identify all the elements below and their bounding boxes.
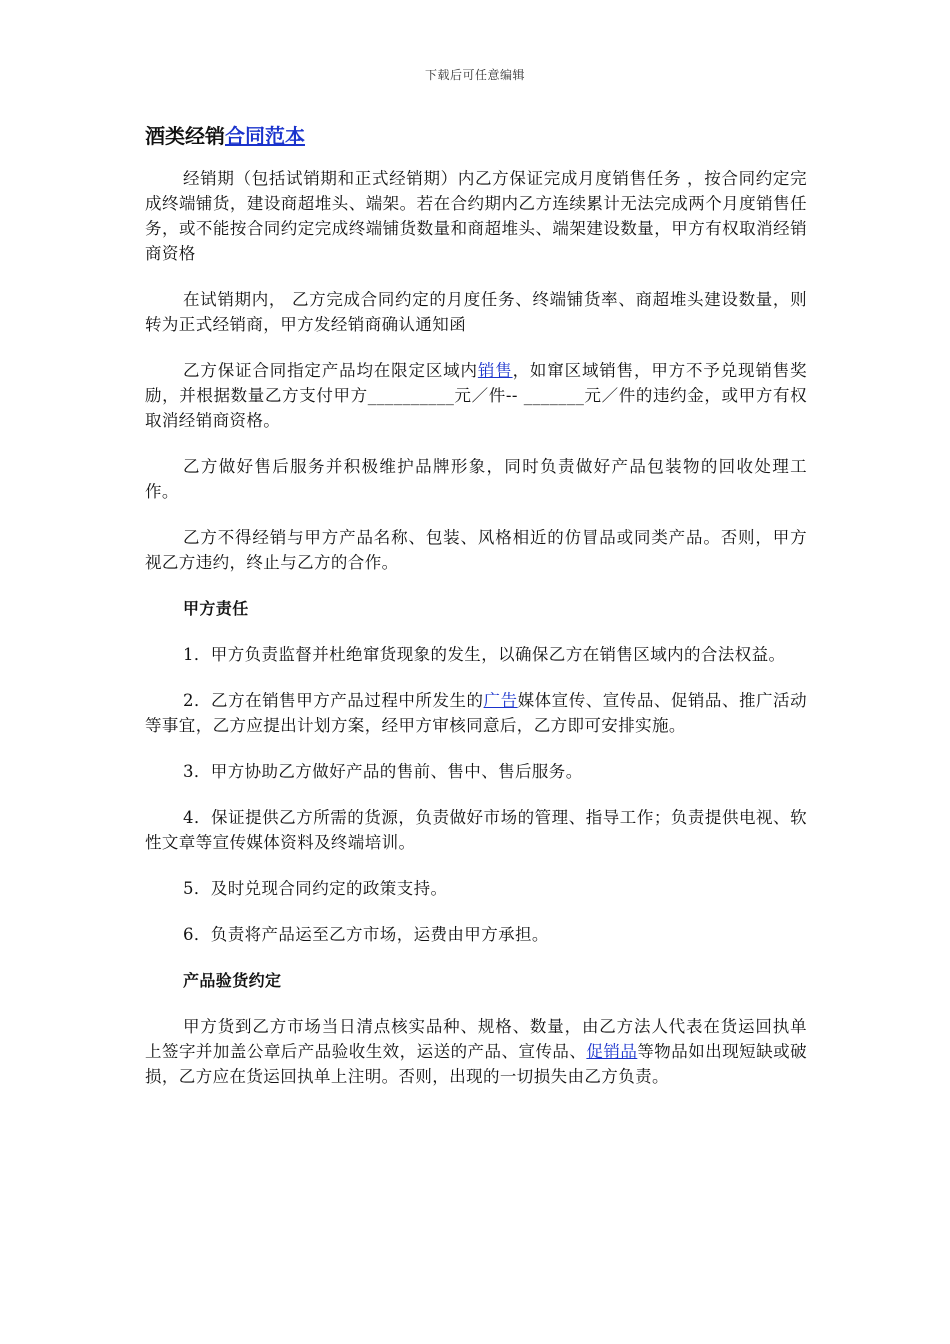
promo-items-link[interactable]: 促销品 <box>586 1042 638 1061</box>
advertising-link[interactable]: 广告 <box>483 691 518 710</box>
list-item-2 <box>145 688 807 738</box>
title-text: 酒类经销 <box>145 124 225 148</box>
paragraph-after-sales: 乙方做好售后服务并积极维护品牌形象，同时负责做好产品包装物的回收处理工作。 <box>145 457 807 501</box>
paragraph-text: 2．乙方在销售甲方产品过程中所发生的 <box>183 691 484 710</box>
list-item-6: 6．负责将产品运至乙方市场，运费由甲方承担。 <box>183 925 549 944</box>
paragraph-text: 媒体宣传、宣传品、促销品、推广活动等事宜，乙方应提出计划方案，经甲方审核同意后，乙方即可安排实施。 <box>145 691 807 735</box>
paragraph-text: 甲方货到乙方市场当日清点核实品种、规格、数量，由乙方法人代表在货运回执单上签字并加盖公章后产品验收生效，运送的产品、宣传品、 <box>145 1017 807 1061</box>
section-heading-party-a-duties: 甲方责任 <box>183 599 249 618</box>
paragraph-inspection <box>145 1014 807 1089</box>
paragraph-regional-sales <box>145 358 807 433</box>
paragraph-text: 乙方保证合同指定产品均在限定区域内 <box>183 361 478 380</box>
list-item-5: 5．及时兑现合同约定的政策支持。 <box>183 879 448 898</box>
list-item-1: 1．甲方负责监督并杜绝窜货现象的发生，以确保乙方在销售区域内的合法权益。 <box>183 645 786 664</box>
header-note: 下载后可任意编辑 <box>424 68 525 82</box>
section-heading-inspection: 产品验货约定 <box>183 971 282 990</box>
paragraph-trial-period: 在试销期内， 乙方完成合同约定的月度任务、终端铺货率、商超堆头建设数量，则转为正式经销商，甲方发经销商确认通知函 <box>145 290 807 334</box>
list-item-3: 3．甲方协助乙方做好产品的售前、售中、售后服务。 <box>183 762 583 781</box>
document-body <box>145 120 807 1110</box>
list-item-4: 4．保证提供乙方所需的货源，负责做好市场的管理、指导工作；负责提供电视、软性文章等宣传媒体资料及终端培训。 <box>145 808 807 852</box>
paragraph-text: 等物品如出现短缺或破损，乙方应在货运回执单上注明。否则，出现的一切损失由乙方负责。 <box>145 1042 808 1086</box>
paragraph-distribution-period: 经销期（包括试销期和正式经销期）内乙方保证完成月度销售任务 ，按合同约定完成终端铺货，建设商超堆头、端架。若在合约期内乙方连续累计无法完成两个月度销售任务，或不能按合同约定完成终端铺货数量和商超堆头、端架建设数量，甲方有权取消经销商资格 <box>145 169 807 263</box>
document-title <box>145 120 807 152</box>
title-link[interactable]: 合同范本 <box>225 124 305 148</box>
paragraph-text: ，如窜区域销售，甲方不予兑现销售奖励，并根据数量乙方支付甲方__________元／件-- _______元／件的违约金，或甲方有权取消经销商资格。 <box>145 361 807 430</box>
paragraph-counterfeit: 乙方不得经销与甲方产品名称、包装、风格相近的仿冒品或同类产品。否则，甲方视乙方违约，终止与乙方的合作。 <box>145 528 807 572</box>
sales-link[interactable]: 销售 <box>477 361 513 380</box>
